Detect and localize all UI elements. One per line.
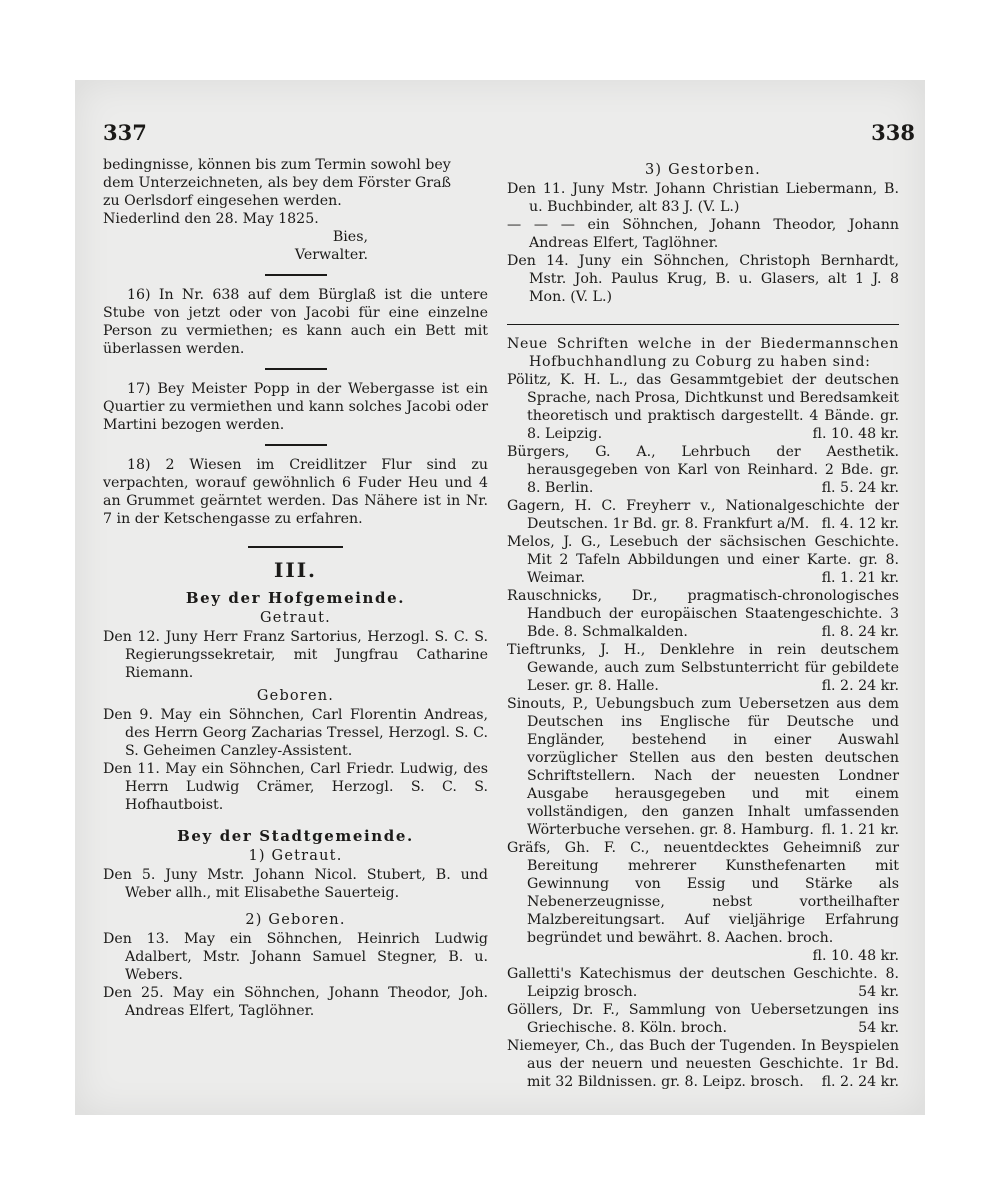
signature-name: Bies,: [332, 229, 368, 245]
book-title: Sinouts, P., Uebungsbuch zum Uebersetzen aus dem Deutschen ins Englische für Deutsche und Engländer, bestehend in einer Auswahl vorzüglicher Stellen aus den besten deutschen Schriftstellern. Nach der neuesten Londner Ausgabe herausgegeben und mit einem vollständigen, den ganzen Inhalt umfassenden Wörterbuche versehen. gr. 8. Hamburg.: [507, 696, 899, 838]
right-column: [507, 160, 899, 1091]
book-title: Pölitz, K. H. L., das Gesammtgebiet der deutschen Sprache, nach Prosa, Dichtkunst und Beredsamkeit theoretisch und praktisch dargestellt. 4 Bände. gr. 8. Leipzig.: [507, 372, 899, 442]
gestorben-heading: 3) Gestorben.: [645, 162, 761, 178]
birth-entry: Den 11. May ein Söhnchen, Carl Friedr. Ludwig, des Herrn Ludwig Crämer, Herzogl. S. C. S. Hofhautboist.: [103, 761, 488, 813]
book-title: Rauschnicks, Dr., pragmatisch-chronologisches Handbuch der europäischen Staatengeschichte. 3 Bde. 8. Schmalkalden.: [507, 588, 899, 640]
notice-17: 17) Bey Meister Popp in der Webergasse ist ein Quartier zu vermiethen und kann solches Jacobi oder Martini bezogen werden.: [103, 381, 488, 433]
book-title: Bürgers, G. A., Lehrbuch der Aesthetik. herausgegeben von Karl von Reinhard. 2 Bde. gr. 8. Berlin.: [507, 444, 899, 496]
book-price: fl. 8. 24 kr.: [821, 624, 899, 640]
death-entry: Den 14. Juny ein Söhnchen, Christoph Bernhardt, Mstr. Joh. Paulus Krug, B. u. Glasers, alt 1 J. 8 Mon. (V. L.): [507, 253, 899, 305]
books-heading: Neue Schriften welche in der Biedermannschen Hofbuchhandlung zu Coburg zu haben sind:: [507, 336, 899, 370]
divider: [265, 444, 327, 446]
notice-16: 16) In Nr. 638 auf dem Bürglaß ist die untere Stube von jetzt oder von Jacobi für eine einzelne Person zu vermiethen; es kann auch ein Bett mit überlassen werden.: [103, 287, 488, 357]
stadt-getraut-heading: 1) Getraut.: [248, 848, 343, 864]
birth-entry: Den 25. May ein Söhnchen, Johann Theodor, Joh. Andreas Elfert, Taglöhner.: [103, 985, 488, 1019]
book-title: Tieftrunks, J. H., Denklehre in rein deutschem Gewande, auch zum Selbstunterricht für gebildete Leser. gr. 8. Halle.: [507, 642, 899, 694]
book-title: Göllers, Dr. F., Sammlung von Uebersetzungen ins Griechische. 8. Köln. broch.: [507, 1002, 899, 1036]
book-listing: [507, 641, 899, 695]
divider: [248, 546, 343, 548]
divider: [265, 368, 327, 370]
birth-entry: Den 13. May ein Söhnchen, Heinrich Ludwig Adalbert, Mstr. Johann Samuel Stegner, B. u. Webers.: [103, 931, 488, 983]
book-listing: [507, 533, 899, 587]
book-price: fl. 1. 21 kr.: [821, 822, 899, 838]
place-date: Niederlind den 28. May 1825.: [103, 211, 319, 227]
book-price: fl. 10. 48 kr.: [812, 426, 899, 442]
death-entry: Den 11. Juny Mstr. Johann Christian Liebermann, B. u. Buchbinder, alt 83 J. (V. L.): [507, 181, 899, 215]
stadt-geboren-heading: 2) Geboren.: [245, 912, 346, 928]
book-price: fl. 1. 21 kr.: [821, 570, 899, 586]
book-title: Galletti's Katechismus der deutschen Geschichte. 8. Leipzig brosch.: [507, 966, 899, 1000]
book-price: fl. 10. 48 kr.: [812, 948, 899, 964]
death-entry: — — — ein Söhnchen, Johann Theodor, Johann Andreas Elfert, Taglöhner.: [507, 217, 899, 251]
signature-title: Verwalter.: [294, 247, 368, 263]
left-column: [103, 156, 488, 1020]
getraut-heading: Getraut.: [260, 610, 331, 626]
birth-entry: Den 9. May ein Söhnchen, Carl Florentin Andreas, des Herrn Georg Zacharias Tressel, Herzogl. S. C. S. Geheimen Canzley-Assistent.: [103, 707, 488, 759]
divider: [265, 274, 327, 276]
book-listing: [507, 1037, 899, 1091]
book-price: fl. 2. 24 kr.: [821, 1074, 899, 1090]
continued-line: zu Oerlsdorf eingesehen werden.: [103, 193, 342, 209]
marriage-entry: Den 12. Juny Herr Franz Sartorius, Herzogl. S. C. S. Regierungssekretair, mit Jungfrau Catharine Riemann.: [103, 629, 488, 681]
book-price: 54 kr.: [858, 1020, 899, 1036]
stadtgemeinde-heading: Bey der Stadtgemeinde.: [177, 827, 414, 845]
divider: [507, 324, 899, 325]
section-number: III.: [273, 558, 318, 582]
continued-line: dem Unterzeichneten, als bey dem Förster Graß: [103, 175, 452, 191]
book-listing: [507, 695, 899, 839]
page-number-right: 338: [871, 120, 915, 145]
geboren-heading: Geboren.: [256, 688, 335, 704]
book-title: Gräfs, Gh. F. C., neuentdecktes Geheimniß zur Bereitung mehrerer Kunsthefenarten mit Gewinnung von Essig und Stärke als Nebenerzeugnisse, nebst vortheilhafter Malzbereitungsart. Auf vieljährige Erfahrung begründet und bewährt. 8. Aachen. broch.: [507, 840, 899, 946]
scanned-page-spread: [75, 80, 925, 1115]
book-title: Melos, J. G., Lesebuch der sächsischen Geschichte. Mit 2 Tafeln Abbildungen und einer Karte. gr. 8. Weimar.: [507, 534, 899, 586]
book-price: 54 kr.: [858, 984, 899, 1000]
book-listing: [507, 1001, 899, 1037]
book-price: fl. 5. 24 kr.: [821, 480, 899, 496]
page-number-left: 337: [103, 120, 147, 145]
book-listing: [507, 497, 899, 533]
marriage-entry: Den 5. Juny Mstr. Johann Nicol. Stubert, B. und Weber allh., mit Elisabethe Sauerteig.: [103, 867, 488, 901]
book-listing: [507, 839, 899, 965]
book-title: Gagern, H. C. Freyherr v., Nationalgeschichte der Deutschen. 1r Bd. gr. 8. Frankfurt a/M.: [507, 498, 899, 532]
book-title: Niemeyer, Ch., das Buch der Tugenden. In Beyspielen aus der neuern und neuesten Geschichte. 1r Bd. mit 32 Bildnissen. gr. 8. Leipz. brosch.: [507, 1038, 899, 1090]
book-listing: [507, 587, 899, 641]
continued-line: bedingnisse, können bis zum Termin sowohl bey: [103, 157, 451, 173]
book-price: fl. 4. 12 kr.: [821, 516, 899, 532]
book-price: fl. 2. 24 kr.: [821, 678, 899, 694]
book-listing: [507, 443, 899, 497]
book-listing: [507, 371, 899, 443]
book-listing: [507, 965, 899, 1001]
notice-18: 18) 2 Wiesen im Creidlitzer Flur sind zu verpachten, worauf gewöhnlich 6 Fuder Heu und 4 an Grummet geärntet werden. Das Nähere ist in Nr. 7 in der Ketschengasse zu erfahren.: [103, 457, 488, 527]
hofgemeinde-heading: Bey der Hofgemeinde.: [185, 589, 406, 607]
